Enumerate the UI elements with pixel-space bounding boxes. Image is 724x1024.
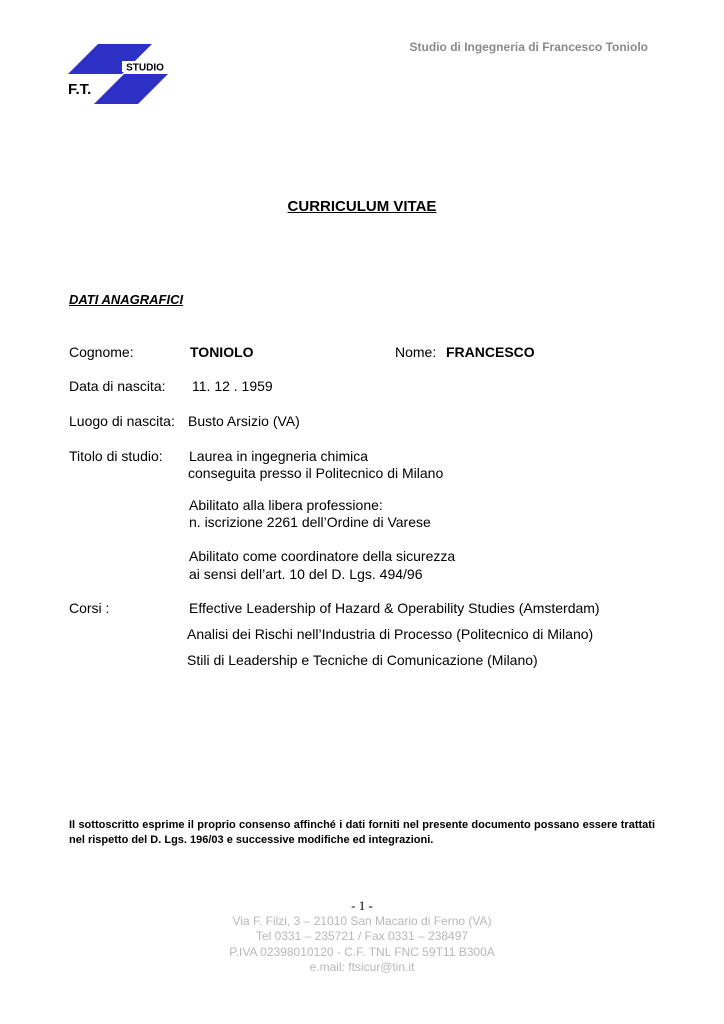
nome-value: FRANCESCO <box>446 344 535 360</box>
nome-label: Nome: <box>395 344 437 360</box>
corso-item: Analisi dei Rischi nell’Industria di Processo (Politecnico di Milano) <box>187 626 594 642</box>
titolo-line: Laurea in ingegneria chimica <box>189 448 368 464</box>
titolo-label: Titolo di studio: <box>69 448 163 464</box>
titolo-line: conseguita presso il Politecnico di Milano <box>188 465 444 481</box>
titolo-line: n. iscrizione 2261 dell’Ordine di Varese <box>189 514 431 530</box>
luogo-value: Busto Arsizio (VA) <box>188 413 300 429</box>
luogo-label: Luogo di nascita: <box>69 413 175 429</box>
nascita-value: 11. 12 . 1959 <box>192 378 273 394</box>
nascita-label: Data di nascita: <box>69 378 166 394</box>
logo-studio-text: STUDIO <box>126 62 164 74</box>
cognome-value: TONIOLO <box>190 344 254 360</box>
page-number: - 1 - <box>351 898 373 913</box>
page-footer <box>0 898 724 976</box>
titolo-line: Abilitato come coordinatore della sicurezza <box>189 548 456 564</box>
footer-phone: Tel 0331 – 235721 / Fax 0331 – 238497 <box>255 929 469 943</box>
header-organization: Studio di Ingegneria di Francesco Toniolo <box>409 40 648 54</box>
section-title: DATI ANAGRAFICI <box>69 292 184 307</box>
logo-lower-shape <box>94 74 168 104</box>
document-title: CURRICULUM VITAE <box>287 198 437 215</box>
corsi-label: Corsi : <box>69 600 110 616</box>
titolo-line: ai sensi dell’art. 10 del D. Lgs. 494/96 <box>189 566 423 582</box>
footer-email: e.mail: ftsicur@tin.it <box>309 960 415 974</box>
footer-piva: P.IVA 02398010120 - C.F. TNL FNC 59T11 B300A <box>229 944 495 959</box>
privacy-consent: Il sottoscritto esprime il proprio consenso affinché i dati forniti nel presente documento possano essere trattati nel rispetto del D. Lgs. 196/03 e successive modifiche ed integrazioni. <box>69 819 655 846</box>
cognome-label: Cognome: <box>69 344 134 360</box>
titolo-line: Abilitato alla libera professione: <box>189 497 383 513</box>
corso-item: Stili di Leadership e Tecniche di Comunicazione (Milano) <box>187 652 538 668</box>
logo-ft-text: F.T. <box>68 81 92 98</box>
studio-ft-logo <box>64 42 170 106</box>
corso-item: Effective Leadership of Hazard & Operability Studies (Amsterdam) <box>189 600 600 616</box>
footer-address: Via F. Filzi, 3 – 21010 San Macario di Ferno (VA) <box>232 913 492 928</box>
